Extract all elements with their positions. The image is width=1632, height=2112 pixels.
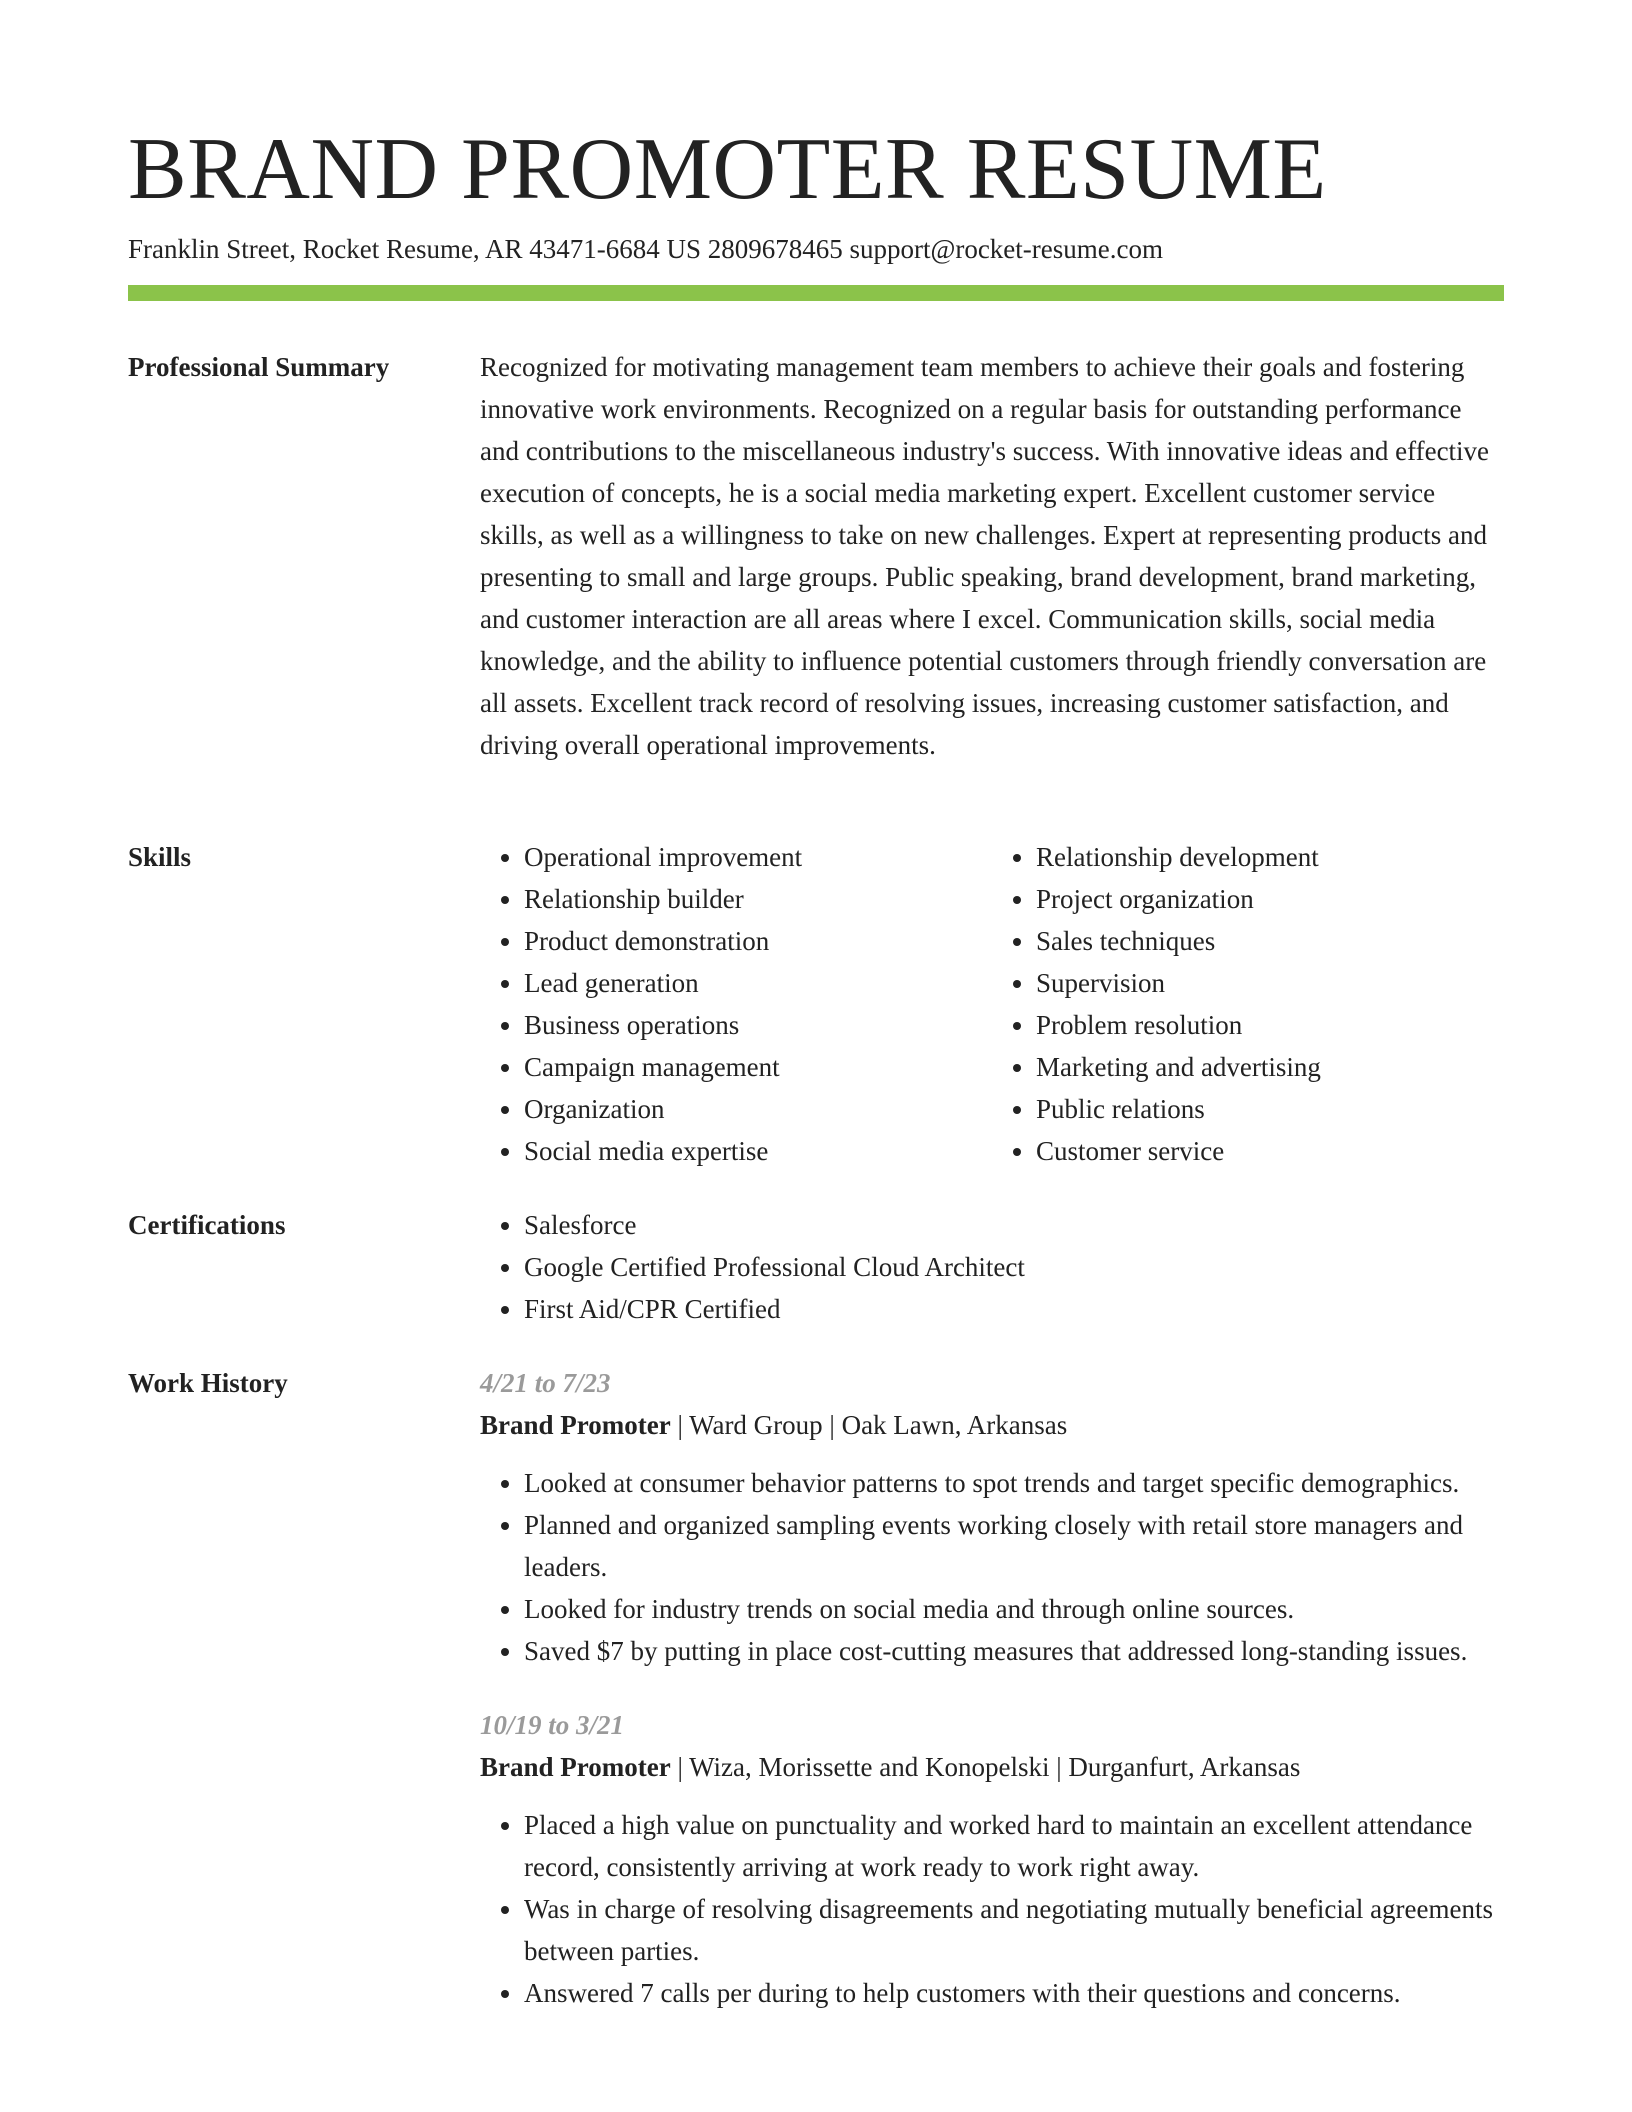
job-bullet: • Saved $7 by putting in place cost-cutting measures that addressed long-standing issues. <box>524 1630 1504 1672</box>
job-entry <box>480 1362 1504 1672</box>
skill-item: • Operational improvement <box>524 836 992 878</box>
job-dates: 10/19 to 3/21 <box>480 1710 625 1740</box>
certification-item: • Salesforce <box>524 1204 1504 1246</box>
certifications-heading: Certifications <box>128 1210 286 1240</box>
job-bullet: • Planned and organized sampling events working closely with retail store managers and leaders. <box>524 1504 1504 1588</box>
job-bullets <box>480 1462 1504 1672</box>
skill-item: • Lead generation <box>524 962 992 1004</box>
skill-item: • Relationship development <box>1036 836 1504 878</box>
skill-item: • Marketing and advertising <box>1036 1046 1504 1088</box>
skill-item: • Project organization <box>1036 878 1504 920</box>
job-entry <box>480 1704 1504 2014</box>
skill-item: • Business operations <box>524 1004 992 1046</box>
job-bullets <box>480 1804 1504 2014</box>
job-heading <box>480 1746 1504 1788</box>
work-history-heading: Work History <box>128 1368 288 1398</box>
skill-item: • Organization <box>524 1088 992 1130</box>
job-bullet: • Answered 7 calls per during to help customers with their questions and concerns. <box>524 1972 1504 2014</box>
certifications-body <box>480 1204 1504 1330</box>
job-details: | Ward Group | Oak Lawn, Arkansas <box>670 1410 1068 1440</box>
skill-item: • Public relations <box>1036 1088 1504 1130</box>
skills-body <box>480 836 1504 1172</box>
job-bullet: • Was in charge of resolving disagreements and negotiating mutually beneficial agreements between parties. <box>524 1888 1504 1972</box>
summary-text: Recognized for motivating management team members to achieve their goals and fostering innovative work environments. Recognized on a regular basis for outstanding performance and contributions to the miscellaneous industry's success. With innovative ideas and effective execution of concepts, he is a social media marketing expert. Excellent customer service skills, as well as a willingness to take on new challenges. Expert at representing products and presenting to small and large groups. Public speaking, brand development, brand marketing, and customer interaction are all areas where I excel. Communication skills, social media knowledge, and the ability to influence potential customers through friendly conversation are all assets. Excellent track record of resolving issues, increasing customer satisfaction, and driving overall operational improvements. <box>480 352 1490 760</box>
certification-item: • First Aid/CPR Certified <box>524 1288 1504 1330</box>
job-bullet: • Placed a high value on punctuality and worked hard to maintain an excellent attendance record, consistently arriving at work ready to work right away. <box>524 1804 1504 1888</box>
job-dates: 4/21 to 7/23 <box>480 1368 611 1398</box>
resume-title: BRAND PROMOTER RESUME <box>128 121 1327 218</box>
summary-heading: Professional Summary <box>128 352 390 382</box>
job-heading <box>480 1404 1504 1446</box>
certifications-list <box>480 1204 1504 1330</box>
summary-body <box>480 346 1504 766</box>
skill-item: • Social media expertise <box>524 1130 992 1172</box>
job-bullet: • Looked at consumer behavior patterns to spot trends and target specific demographics. <box>524 1462 1504 1504</box>
job-title: Brand Promoter <box>480 1752 671 1782</box>
work-history-body <box>480 1362 1504 2046</box>
skill-item: • Problem resolution <box>1036 1004 1504 1046</box>
skill-item: • Sales techniques <box>1036 920 1504 962</box>
job-title: Brand Promoter <box>480 1410 671 1440</box>
accent-divider <box>128 285 1504 301</box>
job-bullet: • Looked for industry trends on social media and through online sources. <box>524 1588 1504 1630</box>
skills-list-left <box>480 836 992 1172</box>
skill-item: • Customer service <box>1036 1130 1504 1172</box>
job-details: | Wiza, Morissette and Konopelski | Durganfurt, Arkansas <box>670 1752 1301 1782</box>
skills-heading: Skills <box>128 842 192 872</box>
skill-item: • Supervision <box>1036 962 1504 1004</box>
skill-item: • Relationship builder <box>524 878 992 920</box>
contact-line: Franklin Street, Rocket Resume, AR 43471-6684 US 2809678465 support@rocket-resume.com <box>128 234 1163 264</box>
skills-list-right <box>992 836 1504 1172</box>
skill-item: • Product demonstration <box>524 920 992 962</box>
skill-item: • Campaign management <box>524 1046 992 1088</box>
certification-item: • Google Certified Professional Cloud Architect <box>524 1246 1504 1288</box>
